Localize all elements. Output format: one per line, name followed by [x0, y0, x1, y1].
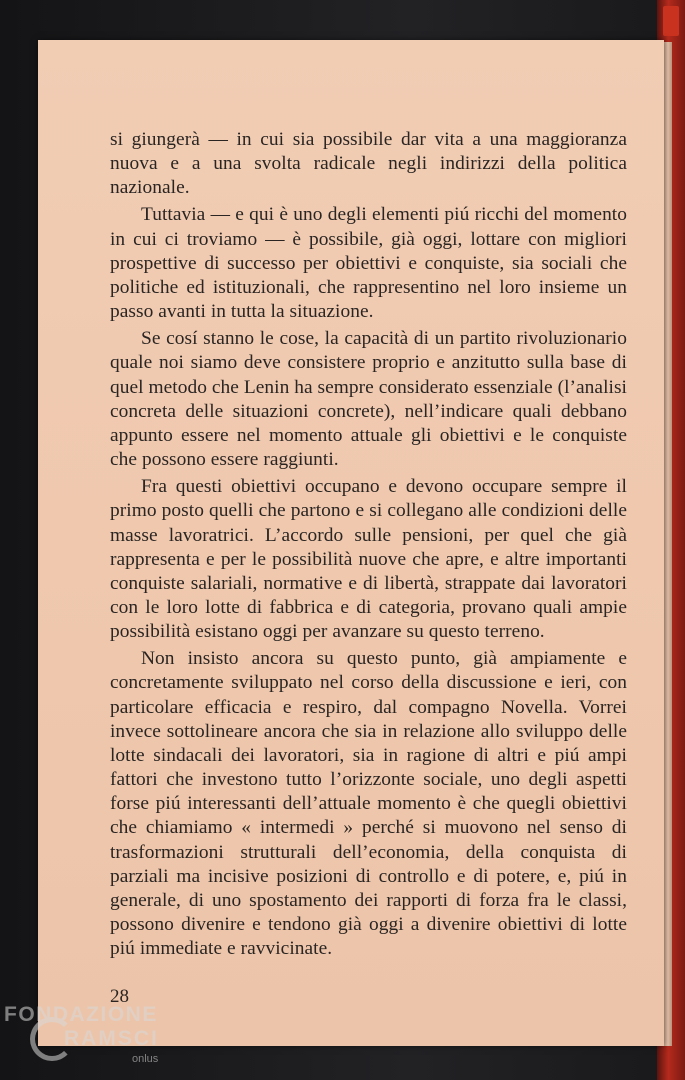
page-body-text: [110, 128, 627, 964]
paragraph-4: Fra questi obiettivi occupano e devono occupare sempre il primo posto quelli che partono e si collegano alle condizioni delle masse lavoratrici. L’accordo sulle pensioni, per quel che già rappresenta e per le possibilità nuove che apre, e altre importanti conquiste salariali, normative e di libertà, strappate dai lavoratori con le loro lotte di fabbrica e di categoria, provano quali ampie possibilità esistano oggi per avanzare su questo terreno.: [110, 476, 627, 643]
watermark-line-3: onlus: [132, 1053, 159, 1065]
watermark-line-2: RAMSCI: [64, 1027, 159, 1050]
paragraph-5: Non insisto ancora su questo punto, già ampiamente e concretamente sviluppato nel corso della discussione e ieri, con particolare efficacia e respiro, dal compagno Novella. Vorrei invece sottolineare ancora che sia in relazione allo sviluppo delle lotte sindacali dei lavoratori, sia in ragione di altri e piú ampi fattori che investono tutto l’orizzonte sociale, uno degli aspetti forse piú interessanti dell’attuale momento è che quegli obiettivi che chiamiamo « intermedi » perché si muovono nel senso di trasformazioni strutturali dell’economia, della conquista di parziali ma incisive posizioni di controllo e di potere, e, piú in generale, di uno spostamento dei rapporti di forza fra le classi, possono divenire e tendono già oggi a divenire obiettivi di lotte piú immediate e ravvicinate.: [110, 648, 627, 960]
paragraph-1: si giungerà — in cui sia possibile dar vita a una maggioranza nuova e a una svolta radicale negli indirizzi della politica nazionale.: [110, 129, 627, 199]
fondazione-gramsci-watermark: [4, 1003, 204, 1077]
paragraph-2: Tuttavia — e qui è uno degli elementi piú ricchi del momento in cui ci troviamo — è possibile, già oggi, lottare con migliori prospettive di successo per obiettivi e conquiste, sia sociali che politiche ed istituzionali, che rappresentino nel loro insieme un passo avanti in tutta la situazione.: [110, 204, 627, 323]
page-stack-edge: [664, 42, 672, 1046]
watermark-line-1: FONDAZIONE: [4, 1003, 158, 1026]
page-number: 28: [110, 986, 129, 1007]
paragraph-3: Se cosí stanno le cose, la capacità di un partito rivoluzionario quale noi siamo deve consistere proprio e anzitutto sulla base di quel metodo che Lenin ha sempre considerato essenziale (l’analisi concreta delle situazioni concrete), nell’indicare quali debbano appunto essere nel momento attuale gli obiettivi e le conquiste che possono essere raggiunti.: [110, 328, 627, 471]
